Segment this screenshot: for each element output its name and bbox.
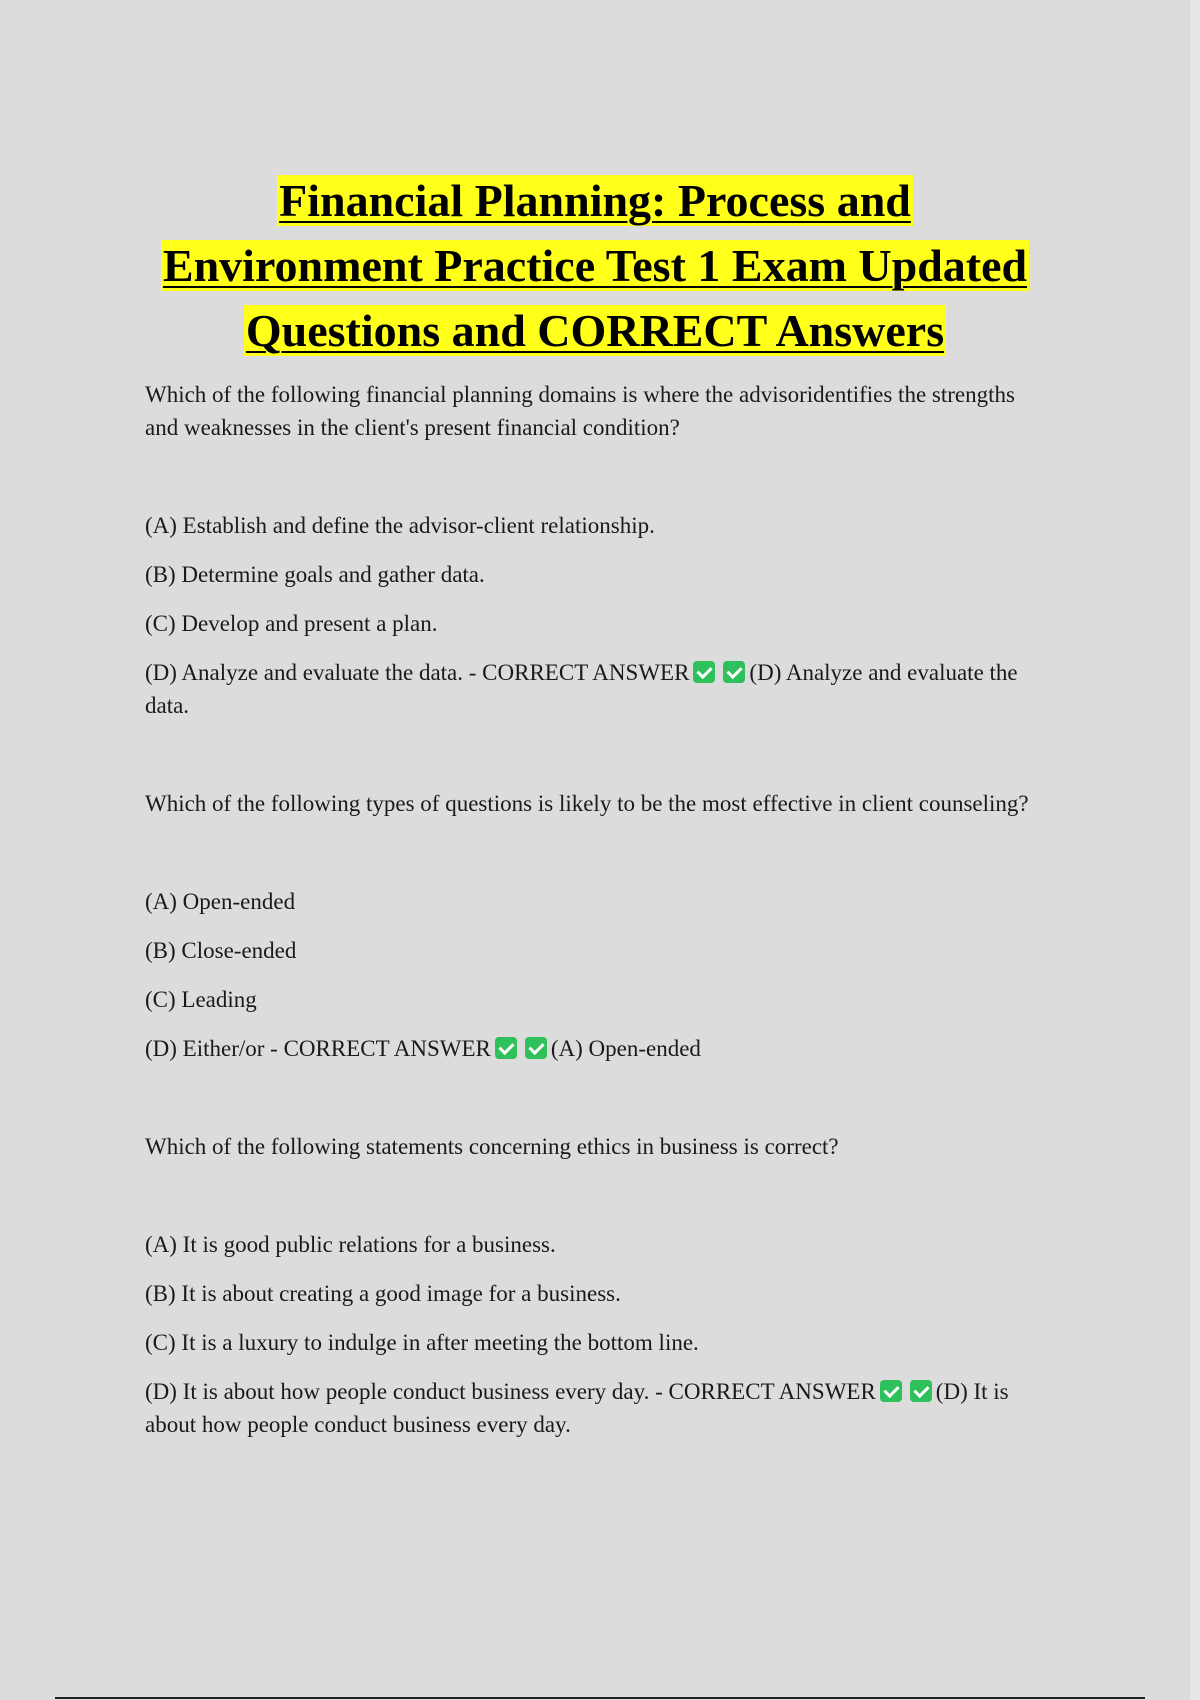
correct-answer: (D) It is about how people conduct business every day. <box>145 1379 1009 1437</box>
check-mark-icon <box>693 661 715 683</box>
option-c: (C) It is a luxury to indulge in after meeting the bottom line. <box>145 1330 699 1355</box>
document-title <box>130 168 1060 363</box>
question-2 <box>145 787 1045 1065</box>
option-d-with-answer <box>145 1032 1045 1065</box>
question-text: Which of the following financial planning domains is where the advisoridentifies the strengths and weaknesses in the client's present financial condition? <box>145 382 1015 440</box>
option-d-with-answer <box>145 1375 1045 1441</box>
option-b: (B) Close-ended <box>145 938 297 963</box>
footer-divider <box>55 1697 1145 1699</box>
option-a: (A) It is good public relations for a business. <box>145 1232 556 1257</box>
title-line-1: Financial Planning: Process and <box>279 175 911 226</box>
option-d-with-answer <box>145 656 1045 722</box>
check-mark-icon <box>880 1380 902 1402</box>
option-a: (A) Establish and define the advisor-client relationship. <box>145 513 655 538</box>
option-a: (A) Open-ended <box>145 889 296 914</box>
option-d: (D) Either/or - CORRECT ANSWER <box>145 1036 491 1061</box>
title-line-2: Environment Practice Test 1 Exam Updated <box>162 240 1028 291</box>
check-mark-icon <box>910 1380 932 1402</box>
question-text: Which of the following statements concerning ethics in business is correct? <box>145 1134 839 1159</box>
correct-answer: (A) Open-ended <box>550 1036 701 1061</box>
question-3 <box>145 1130 1045 1441</box>
check-mark-icon <box>495 1037 517 1059</box>
title-line-3: Questions and CORRECT Answers <box>245 305 945 356</box>
option-c: (C) Develop and present a plan. <box>145 611 438 636</box>
question-1 <box>145 378 1045 722</box>
option-c: (C) Leading <box>145 987 257 1012</box>
check-mark-icon <box>525 1037 547 1059</box>
option-d: (D) Analyze and evaluate the data. - CORRECT ANSWER <box>145 660 690 685</box>
question-text: Which of the following types of questions is likely to be the most effective in client counseling? <box>145 791 1029 816</box>
page-edge <box>1190 0 1200 1700</box>
option-b: (B) It is about creating a good image for a business. <box>145 1281 621 1306</box>
option-b: (B) Determine goals and gather data. <box>145 562 485 587</box>
option-d: (D) It is about how people conduct business every day. - CORRECT ANSWER <box>145 1379 876 1404</box>
correct-answer: (D) Analyze and evaluate the data. <box>145 660 1018 718</box>
questions-list <box>145 378 1045 1506</box>
check-mark-icon <box>723 661 745 683</box>
